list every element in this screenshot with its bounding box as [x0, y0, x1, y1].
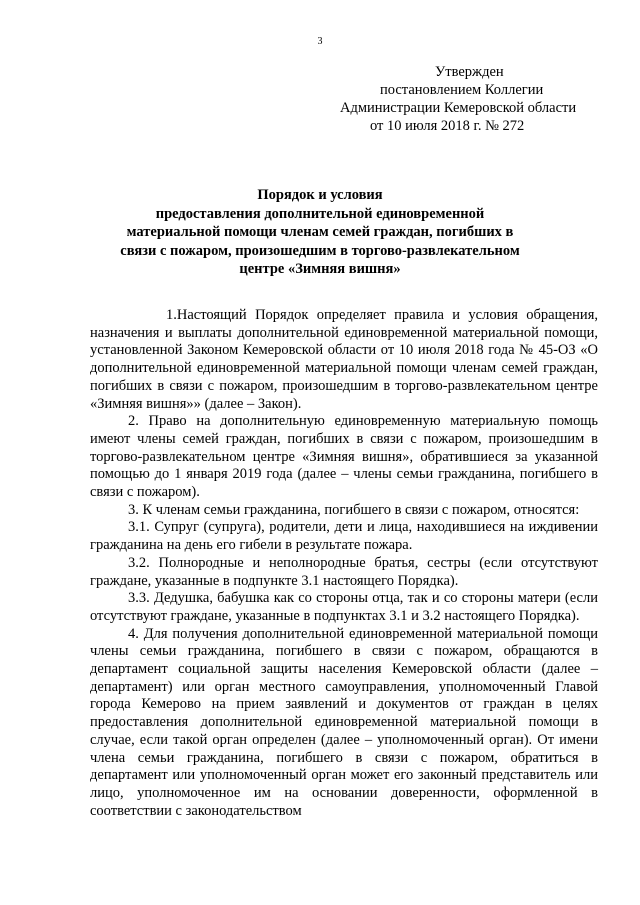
title-line-4: связи с пожаром, произошедшим в торгово-развлекательном	[120, 242, 520, 259]
document-title	[120, 186, 520, 279]
paragraph-2: 2. Право на дополнительную единовременную материальную помощь имеют члены семей граждан, погибших в связи с пожаром, произошедшим в торгово-развлекательном центре «Зимняя вишня», обратившиеся за указанной помощью до 1 января 2019 года (далее – члены семьи гражданина, погибшего в связи с пожаром).	[90, 413, 598, 501]
paragraph-1-text: Настоящий Порядок определяет правила и условия обращения, назначения и выплаты дополнительной единовременной материальной помощи, установленной Законом Кемеровской области от 10 июля 2018 года № 45-ОЗ «О дополнительной единовременной материальной помощи членам семей граждан, погибших в связи с пожаром, произошедшим в торгово-развлекательном центре «Зимняя вишня»» (далее – Закон).	[90, 307, 598, 412]
document-body	[90, 307, 598, 820]
paragraph-3-3: 3.3. Дедушка, бабушка как со стороны отца, так и со стороны матери (если отсутствуют граждане, указанные в подпунктах 3.1 и 3.2 настоящего Порядка).	[90, 590, 598, 624]
page-number: 3	[317, 36, 323, 47]
approval-line-resolution: постановлением Коллегии	[380, 82, 544, 98]
title-line-5: центре «Зимняя вишня»	[239, 261, 401, 277]
paragraph-3: 3. К членам семьи гражданина, погибшего в связи с пожаром, относятся:	[128, 501, 580, 518]
paragraph-4: 4. Для получения дополнительной единовременной материальной помощи члены семьи гражданина, погибшего в связи с пожаром, обращаются в департамент социальной защиты населения Кемеровской области (далее – департамент) или орган местного самоуправления, уполномоченный Главой города Кемерово на прием заявлений и документов от граждан в целях предоставления дополнительной единовременной материальной помощи в случае, если такой орган определен (далее – уполномоченный орган). От имени члена семьи гражданина, погибшего в связи с пожаром, обратиться в департамент или уполномоченный орган может его законный представитель или лицо, уполномоченное им на основании доверенности, оформленной в соответствии с законодательством	[90, 625, 598, 819]
approval-block	[340, 63, 600, 135]
approval-line-date: от 10 июля 2018 г. № 272	[370, 118, 525, 134]
approval-line-administration: Администрации Кемеровской области	[340, 100, 577, 116]
paragraph-3-2: 3.2. Полнородные и неполнородные братья, сестры (если отсутствуют граждане, указанные в подпункте 3.1 настоящего Порядка).	[90, 554, 598, 589]
title-line-3: материальной помощи членам семей граждан, погибших в	[126, 224, 514, 240]
title-line-1: Порядок и условия	[257, 187, 383, 203]
paragraph-1-number: 1.	[166, 307, 177, 323]
paragraph-3-1: 3.1. Супруг (супруга), родители, дети и лица, находившиеся на иждивении гражданина на день его гибели в результате пожара.	[90, 519, 598, 554]
title-line-2: предоставления дополнительной единовременной	[155, 205, 485, 222]
paragraph-1	[90, 307, 598, 413]
approval-line-approved: Утвержден	[435, 64, 504, 80]
